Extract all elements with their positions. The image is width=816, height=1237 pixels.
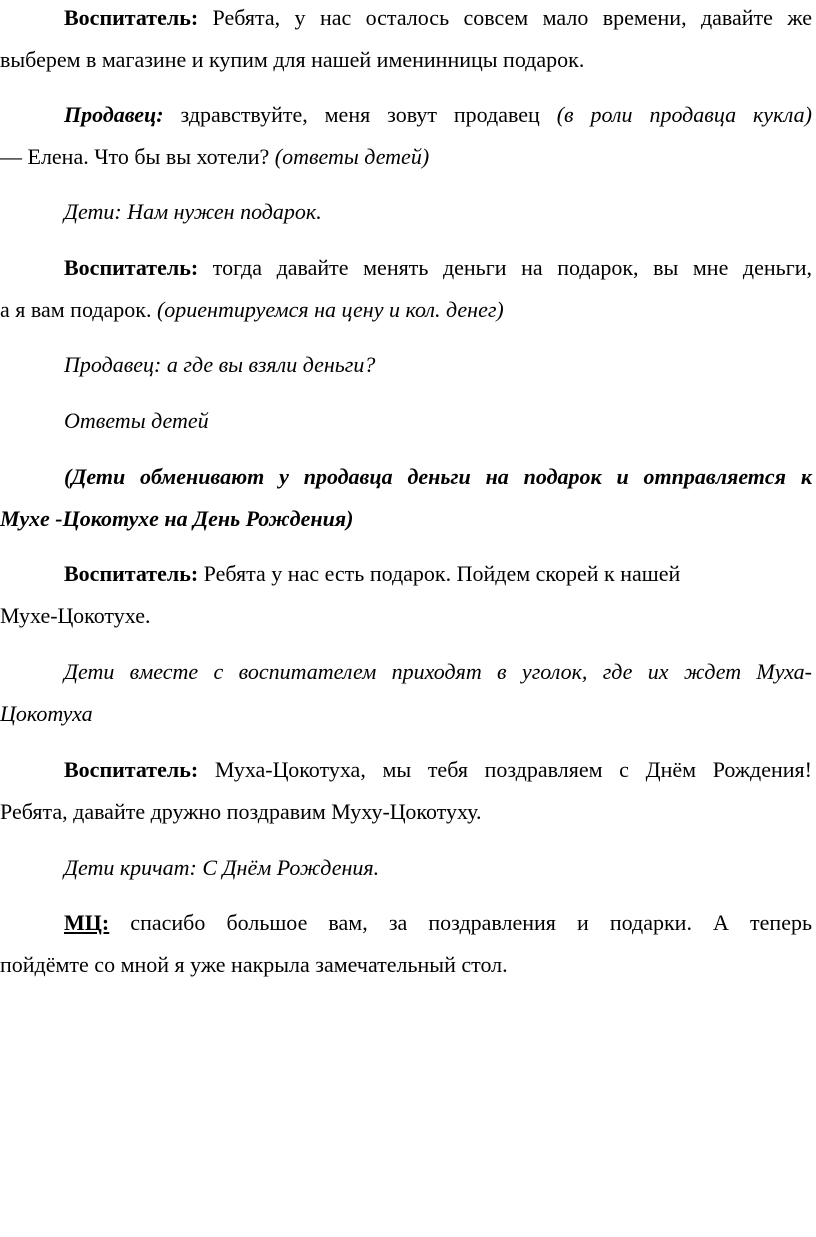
paragraph-text: Дети кричат: С Днём Рождения.: [64, 855, 380, 880]
paragraph-text: а я вам подарок.: [0, 297, 157, 322]
paragraph-11: [0, 853, 812, 883]
paragraph-text: Ответы детей: [64, 408, 209, 433]
paragraph-2-line-1: [0, 100, 812, 130]
paragraph-1-line-1: [0, 3, 812, 33]
stage-note: (ответы детей): [274, 144, 430, 169]
paragraph-text: Муха-Цокотуха, мы тебя поздравляем с Днём Рождения!: [198, 757, 812, 782]
paragraph-text: Цокотуха: [0, 701, 93, 726]
paragraph-10-line-2: [0, 797, 812, 827]
paragraph-text: (Дети обменивают у продавца деньги на подарок и отправляется к: [64, 464, 812, 489]
paragraph-7-line-1: [0, 462, 812, 492]
paragraph-6: [0, 406, 812, 436]
paragraph-9-line-1: [0, 657, 812, 687]
speaker-label: Воспитатель:: [64, 757, 199, 782]
speaker-label: Воспитатель:: [64, 255, 199, 280]
paragraph-text: Дети вместе с воспитателем приходят в уголок, где их ждет Муха-: [64, 659, 812, 684]
paragraph-3: [0, 197, 812, 227]
paragraph-1-line-2: [0, 45, 812, 75]
paragraph-text: Дети: Нам нужен подарок.: [64, 199, 322, 224]
paragraph-8-line-1: [0, 559, 812, 589]
stage-note: (ориентируемся на цену и кол. денег): [156, 297, 504, 322]
paragraph-text: здравствуйте, меня зовут продавец: [163, 102, 557, 127]
paragraph-12-line-2: [0, 950, 812, 980]
paragraph-4-line-2: [0, 295, 812, 325]
speaker-label: Воспитатель:: [64, 561, 199, 586]
speaker-label: Продавец:: [64, 102, 164, 127]
paragraph-10-line-1: [0, 755, 812, 785]
paragraph-5: [0, 350, 812, 380]
paragraph-text: спасибо большое вам, за поздравления и подарки. А теперь: [109, 910, 812, 935]
paragraph-8-line-2: [0, 601, 812, 631]
paragraph-text: Продавец: а где вы взяли деньги?: [64, 352, 376, 377]
speaker-label: Воспитатель:: [64, 5, 199, 30]
paragraph-7-line-2: [0, 504, 812, 534]
paragraph-12-line-1: [0, 908, 812, 938]
paragraph-2-line-2: [0, 142, 812, 172]
paragraph-text: выберем в магазине и купим для нашей именинницы подарок.: [0, 47, 585, 72]
paragraph-text: Мухе-Цокотухе.: [0, 603, 151, 628]
paragraph-text: Мухе -Цокотухе на День Рождения): [0, 506, 354, 531]
paragraph-text: Ребята, давайте дружно поздравим Муху-Цокотуху.: [0, 799, 482, 824]
stage-note: (в роли продавца кукла): [556, 102, 812, 127]
paragraph-text: пойдёмте со мной я уже накрыла замечательный стол.: [0, 952, 508, 977]
paragraph-text: тогда давайте менять деньги на подарок, вы мне деньги,: [198, 255, 812, 280]
paragraph-text: Ребята у нас есть подарок. Пойдем скорей к нашей: [198, 561, 681, 586]
paragraph-text: — Елена. Что бы вы хотели?: [0, 144, 275, 169]
speaker-label: МЦ:: [64, 910, 110, 935]
paragraph-4-line-1: [0, 253, 812, 283]
paragraph-9-line-2: [0, 699, 812, 729]
paragraph-text: Ребята, у нас осталось совсем мало времени, давайте же: [198, 5, 812, 30]
